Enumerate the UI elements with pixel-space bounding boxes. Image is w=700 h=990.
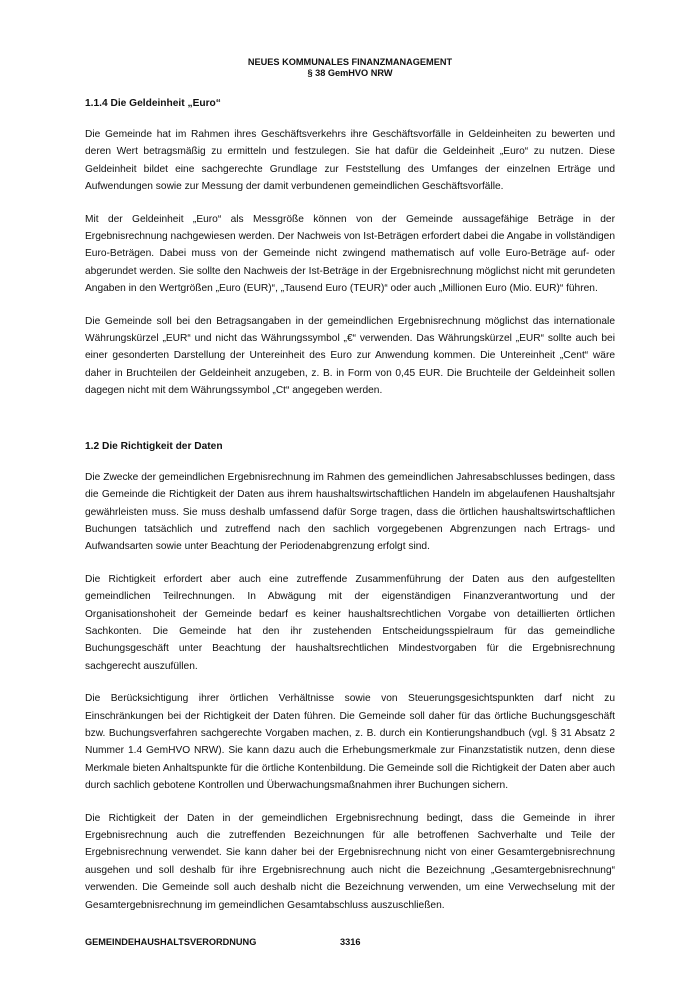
paragraph: Die Zwecke der gemeindlichen Ergebnisrechnung im Rahmen des gemeindlichen Jahresabschlusses bedingen, dass die Gemeinde die Richtigkeit der Daten aus ihrem haushaltswirtschaftlichen Handeln im abgelaufenen Haushaltsjahr gewährleisten muss. Sie muss deshalb umfassend dafür Sorge tragen, dass die örtlichen haushaltswirtschaftlichen Buchungen tatsächlich und zutreffend nach den sachlich vorgegebenen Abgrenzungen nach Ertrags- und Aufwandsarten sowie unter Beachtung der Periodenabgrenzung erfolgt sind.	[85, 471, 615, 553]
section-heading: 1.2 Die Richtigkeit der Daten	[85, 440, 223, 452]
page-number: 3316	[340, 937, 361, 947]
page-footer	[85, 937, 615, 948]
header-subtitle: § 38 GemHVO NRW	[307, 68, 393, 78]
paragraph: Die Gemeinde hat im Rahmen ihres Geschäftsverkehrs ihre Geschäftsvorfälle in Geldeinheiten zu bewerten und deren Wert betragsmäßig zu ermitteln und festzulegen. Sie hat dafür die Geldeinheit „Euro“ zu nutzen. Diese Geldeinheit bildet eine sachgerechte Grundlage zur Feststellung des Umfanges der einzelnen Erträge und Aufwendungen sowie zur Messung der damit verbundenen gemeindlichen Geschäftsvorfälle.	[85, 129, 615, 193]
paragraph: Die Richtigkeit erfordert aber auch eine zutreffende Zusammenführung der Daten aus den aufgestellten gemeindlichen Teilrechnungen. In Abwägung mit der eigenständigen Finanzverantwortung und der Organisationshoheit der Gemeinde bedarf es keiner haushaltsrechtlichen Vorgabe von detaillierten örtlichen Sachkonten. Die Gemeinde hat den ihr zustehenden Entscheidungsspielraum für das gemeindliche Buchungsgeschäft unter Beachtung der haushaltsrechtlichen Mindestvorgaben für die Ergebnisrechnung sachgerecht auszufüllen.	[85, 573, 615, 672]
section-richtigkeit-der-daten	[85, 440, 615, 914]
paragraph: Die Gemeinde soll bei den Betragsangaben in der gemeindlichen Ergebnisrechnung möglichst das internationale Währungskürzel „EUR“ und nicht das Währungssymbol „€“ verwenden. Das Währungskürzel „EUR“ sollte auch bei einer gesonderten Darstellung der Untereinheit des Euro zur Anwendung kommen. Die Untereinheit „Cent“ wäre daher in Bruchteilen der Geldeinheit anzugeben, z. B. in Form von 0,45 EUR. Die Bruchteile der Geldeinheit sollen dagegen nicht mit dem Währungssymbol „Ct“ angegeben werden.	[85, 315, 615, 397]
section-heading: 1.1.4 Die Geldeinheit „Euro“	[85, 98, 221, 109]
footer-title: GEMEINDEHAUSHALTSVERORDNUNG	[85, 937, 257, 947]
section-geldeinheit-euro	[85, 97, 615, 400]
paragraph: Die Berücksichtigung ihrer örtlichen Verhältnisse sowie von Steuerungsgesichtspunkten darf nicht zu Einschränkungen bei der Richtigkeit der Daten führen. Die Gemeinde soll daher für das örtliche Buchungsgeschäft bzw. Buchungsverfahren sachgerechte Vorgaben machen, z. B. durch ein Kontierungshandbuch (vgl. § 31 Absatz 2 Nummer 1.4 GemHVO NRW). Sie kann dazu auch die Erhebungsmerkmale zur Finanzstatistik nutzen, denn diese Merkmale bieten Anhaltspunkte für die örtliche Kontenbildung. Die Gemeinde soll die Richtigkeit der Daten aber auch durch sachlich gebotene Kontrollen und Überwachungsmaßnahmen ihrer Buchungen sichern.	[85, 693, 615, 792]
page-header	[0, 57, 700, 79]
paragraph: Die Richtigkeit der Daten in der gemeindlichen Ergebnisrechnung bedingt, dass die Gemeinde in ihrer Ergebnisrechnung auch die zutreffenden Bezeichnungen für alle betroffenen Sachverhalte und Teile der Ergebnisrechnung verwendet. Sie kann daher bei der Ergebnisrechnung nicht von einer Gesamtergebnisrechnung ausgehen und soll deshalb für ihre Ergebnisrechnung auch nicht die Bezeichnung „Gesamtergebnisrechnung“ verwenden. Die Gemeinde soll auch deshalb nicht die Bezeichnung verwenden, um eine Verwechselung mit der Gesamtergebnisrechnung im gemeindlichen Gesamtabschluss auszuschließen.	[85, 812, 615, 911]
page-content	[85, 97, 615, 929]
header-title: NEUES KOMMUNALES FINANZMANAGEMENT	[247, 57, 453, 67]
paragraph: Mit der Geldeinheit „Euro“ als Messgröße können von der Gemeinde aussagefähige Beträge in der Ergebnisrechnung nachgewiesen werden. Der Nachweis von Ist-Beträgen erfordert dabei die Angabe in vollständigen Euro-Beträgen. Dabei muss von der Gemeinde nicht zwingend mathematisch auf volle Euro-Beträge auf- oder abgerundet werden. Sie sollte den Nachweis der Ist-Beträge in der Ergebnisrechnung möglichst nicht mit gerundeten Angaben in den Wertgrößen „Euro (EUR)“, „Tausend Euro (TEUR)“ oder auch „Millionen Euro (Mio. EUR)“ führen.	[85, 213, 615, 295]
